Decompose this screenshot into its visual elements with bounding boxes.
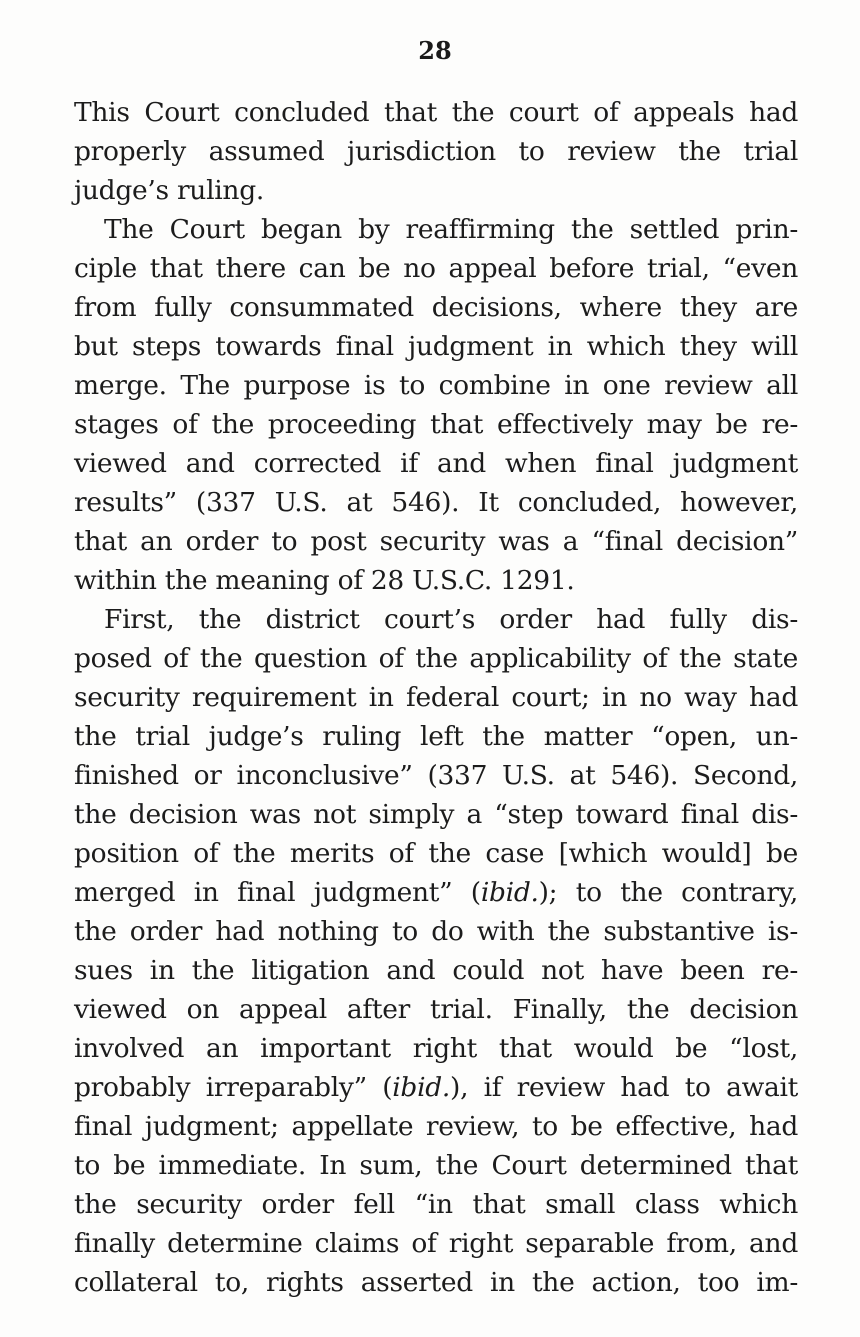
text-segment: probably irreparably” (	[74, 1072, 393, 1103]
text-line: but steps towards final judgment in which they will	[74, 331, 798, 362]
text-line	[74, 1069, 798, 1107]
page-number: 28	[418, 36, 452, 65]
text-line	[74, 874, 798, 912]
text-line: final judgment; appellate review, to be effective, had	[74, 1111, 798, 1142]
text-segment: merged in final judgment” (	[74, 877, 481, 908]
text-line: First, the district court’s order had fully dis-	[104, 604, 798, 635]
text-line: from fully consummated decisions, where they are	[74, 292, 798, 323]
text-line: finished or inconclusive” (337 U.S. at 546). Second,	[74, 760, 798, 791]
text-line: the order had nothing to do with the substantive is-	[74, 916, 798, 947]
text-line: security requirement in federal court; in no way had	[74, 682, 798, 713]
text-line: within the meaning of 28 U.S.C. 1291.	[74, 565, 575, 596]
text-line: the security order fell “in that small class which	[74, 1189, 798, 1220]
text-line: collateral to, rights asserted in the action, too im-	[74, 1267, 798, 1298]
text-line: merge. The purpose is to combine in one review all	[74, 370, 798, 401]
text-line: properly assumed jurisdiction to review the trial	[74, 136, 798, 167]
text-segment: ), if review had to await	[450, 1072, 798, 1103]
text-line: finally determine claims of right separable from, and	[74, 1228, 798, 1259]
italic-citation: ibid.	[392, 1072, 451, 1103]
text-line: the decision was not simply a “step toward final dis-	[74, 799, 798, 830]
text-line: viewed on appeal after trial. Finally, the decision	[74, 994, 798, 1025]
text-line: that an order to post security was a “final decision”	[74, 526, 798, 557]
text-line: to be immediate. In sum, the Court determined that	[74, 1150, 798, 1181]
italic-citation: ibid.	[480, 877, 539, 908]
text-line: The Court began by reaffirming the settled prin-	[104, 214, 798, 245]
text-line: results” (337 U.S. at 546). It concluded, however,	[74, 487, 798, 518]
text-segment: ); to the contrary,	[538, 877, 798, 908]
text-line: the trial judge’s ruling left the matter “open, un-	[74, 721, 798, 752]
text-line: posed of the question of the applicability of the state	[74, 643, 798, 674]
text-line: stages of the proceeding that effectively may be re-	[74, 409, 798, 440]
text-line: This Court concluded that the court of appeals had	[74, 97, 798, 128]
text-line: position of the merits of the case [which would] be	[74, 838, 798, 869]
text-line: involved an important right that would be “lost,	[74, 1033, 798, 1064]
text-line: ciple that there can be no appeal before trial, “even	[74, 253, 798, 284]
text-line: viewed and corrected if and when final judgment	[74, 448, 798, 479]
text-line: sues in the litigation and could not have been re-	[74, 955, 798, 986]
text-line: judge’s ruling.	[74, 175, 264, 206]
